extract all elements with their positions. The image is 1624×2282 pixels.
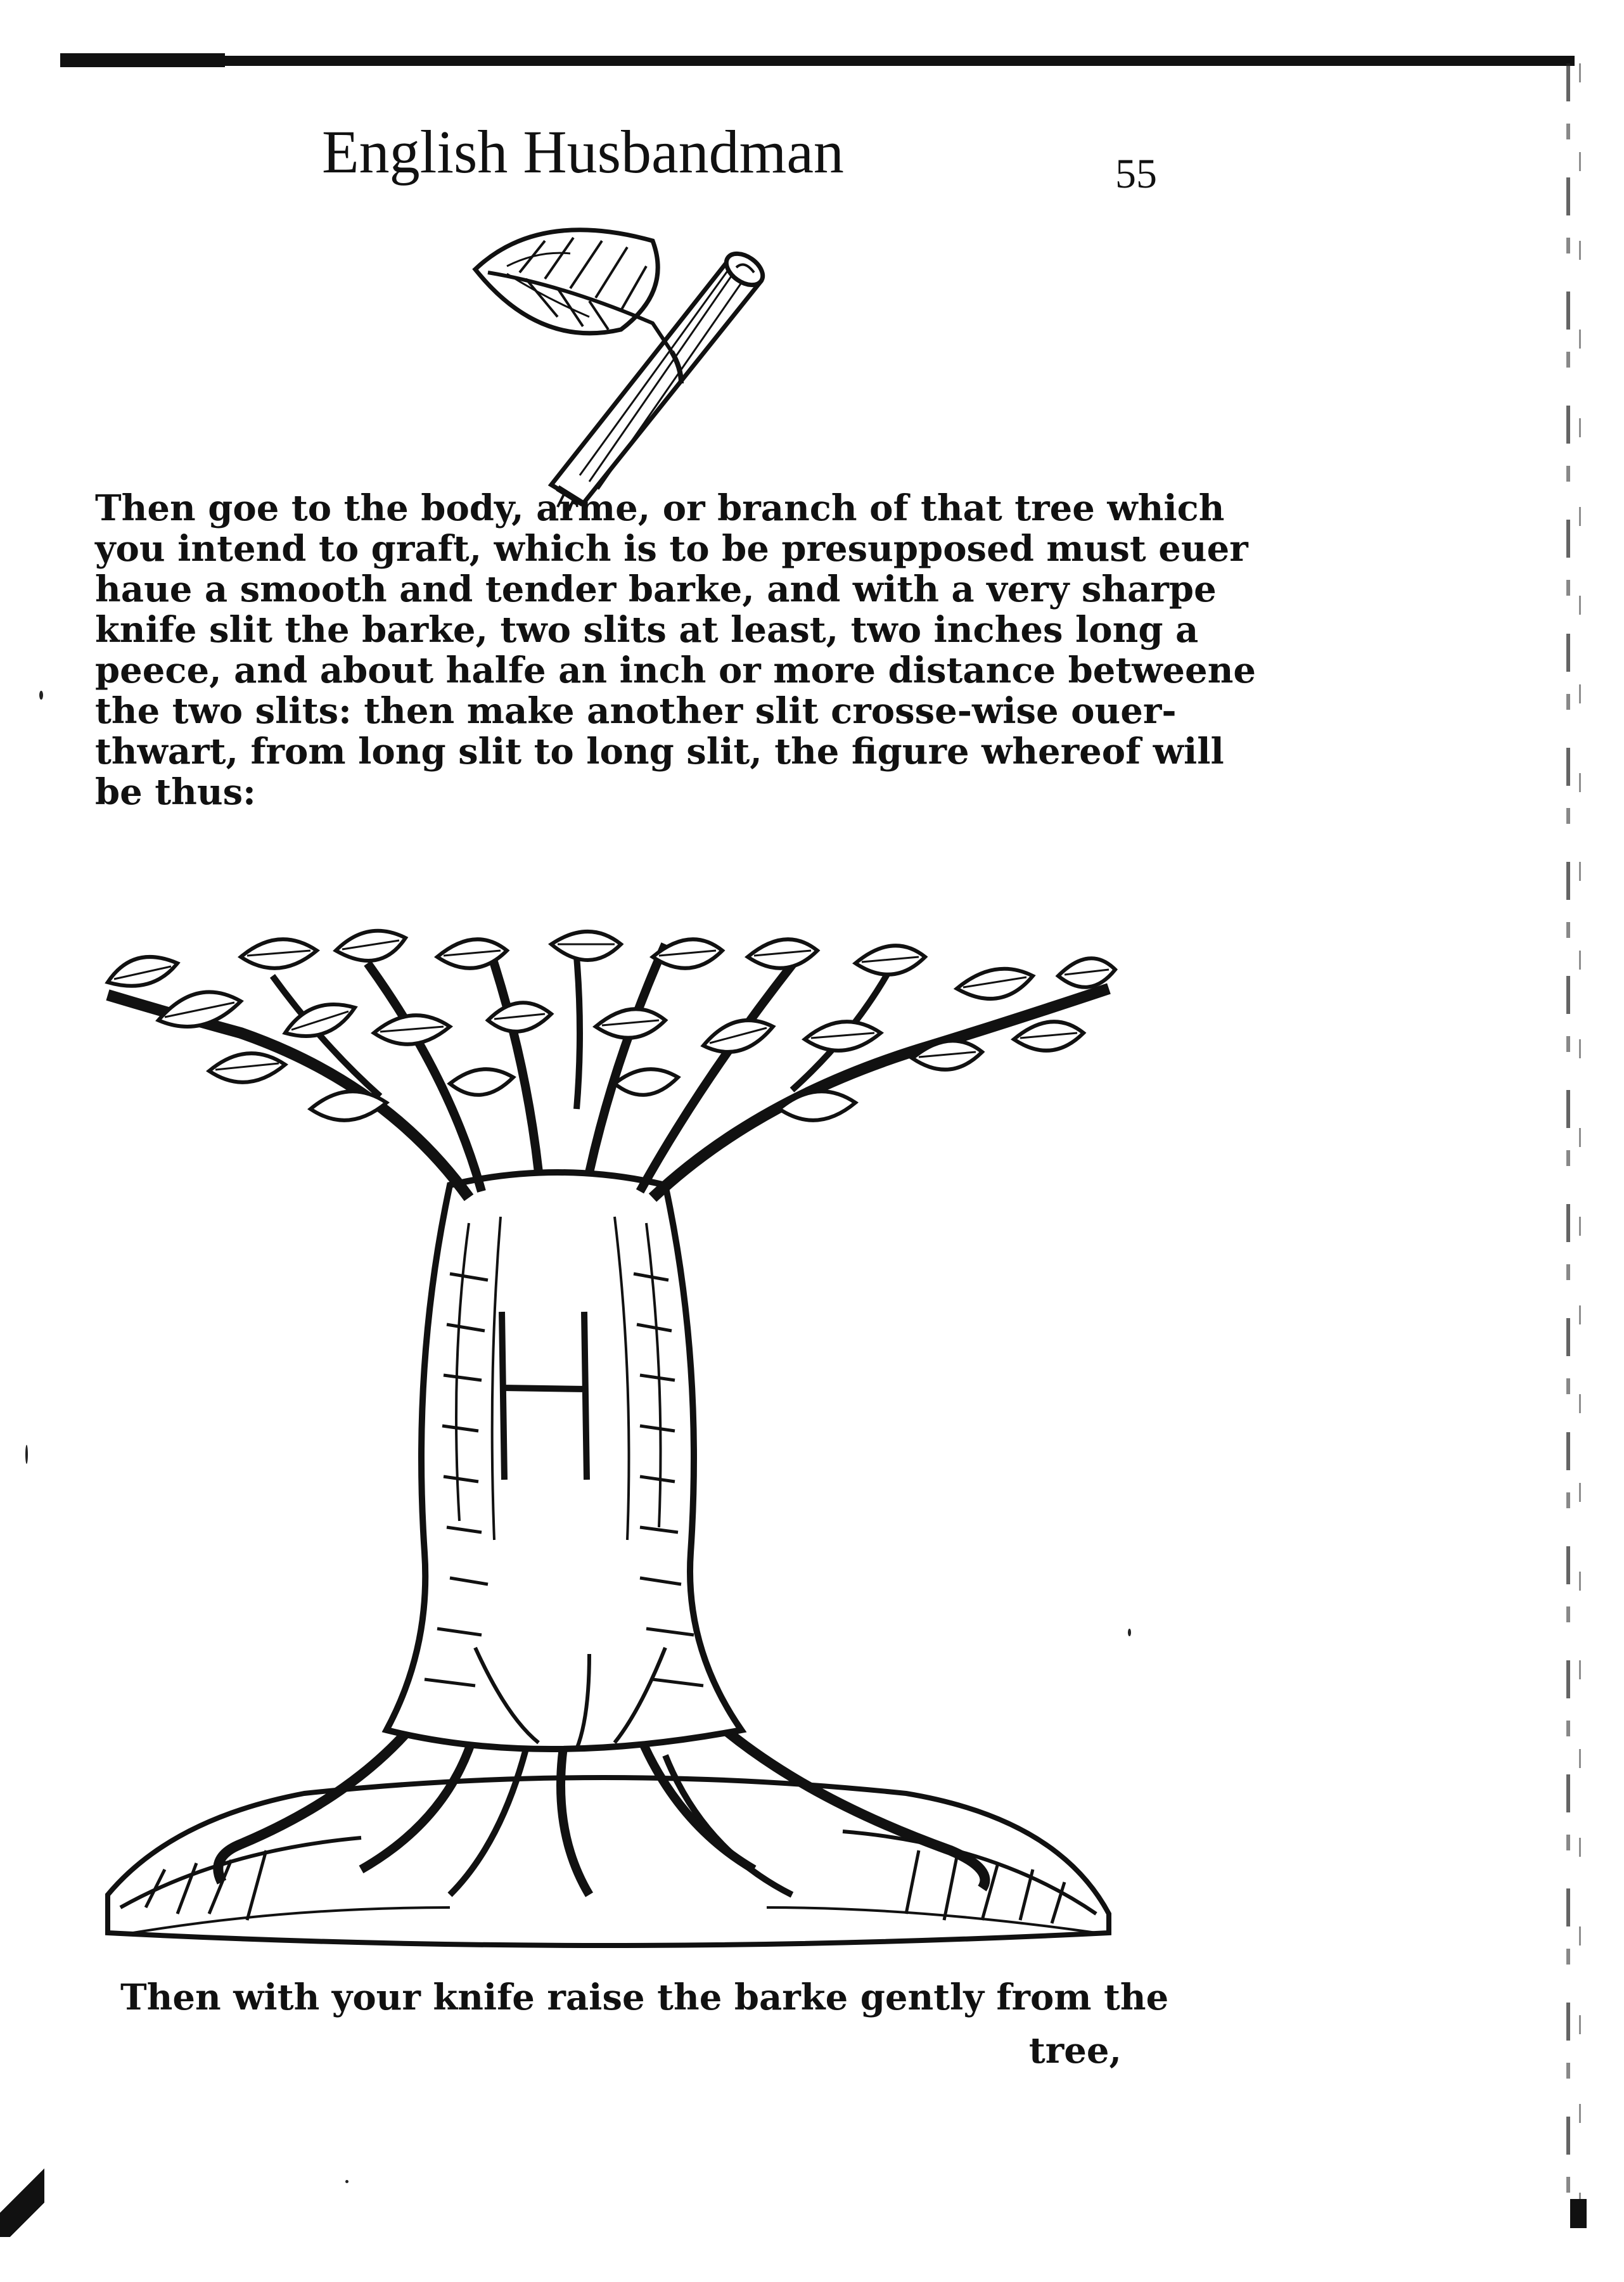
paragraph-1-line: haue a smooth and tender barke, and with a very sharpe [95,568,1217,610]
paragraph-1-line: peece, and about halfe an inch or more distance betweene [95,650,1256,691]
corner-ink-mark [0,2167,44,2237]
paragraph-1 [95,487,1256,932]
ink-speck [1128,1629,1131,1636]
ground-mound [108,1778,1109,1945]
paragraph-1-line: you intend to graft, which is to be presupposed must euer [95,528,1248,570]
catchword: tree, [1028,2030,1122,2072]
top-rule [60,56,1575,66]
binding-edge-shadow-2 [1579,63,1581,2205]
ink-speck [39,691,43,700]
paragraph-2 [120,1971,1169,2098]
paragraph-1-line: knife slit the barke, two slits at least, two inches long a [95,609,1199,651]
paragraph-1-line: thwart, from long slit to long slit, the figure whereof will [95,731,1224,772]
running-head: English Husbandman [322,118,844,186]
ink-speck [345,2180,348,2183]
tree-trunk [387,1172,741,1749]
binding-edge-shadow [1566,63,1570,2205]
woodcut-leaf-branch-figure [463,215,805,513]
woodcut-tree-figure [95,919,1122,1971]
paragraph-1-line: Then goe to the body, arme, or branch of that tree which [95,487,1225,529]
paragraph-1-line: the two slits: then make another slit crosse-wise ouer- [95,690,1177,732]
ink-speck [25,1445,28,1464]
corner-ink-mark-right [1570,2199,1587,2228]
paragraph-2-line: Then with your knife raise the barke gently from the [120,1977,1169,2018]
page-number: 55 [1115,151,1157,197]
paragraph-1-line: be thus: [95,771,256,813]
